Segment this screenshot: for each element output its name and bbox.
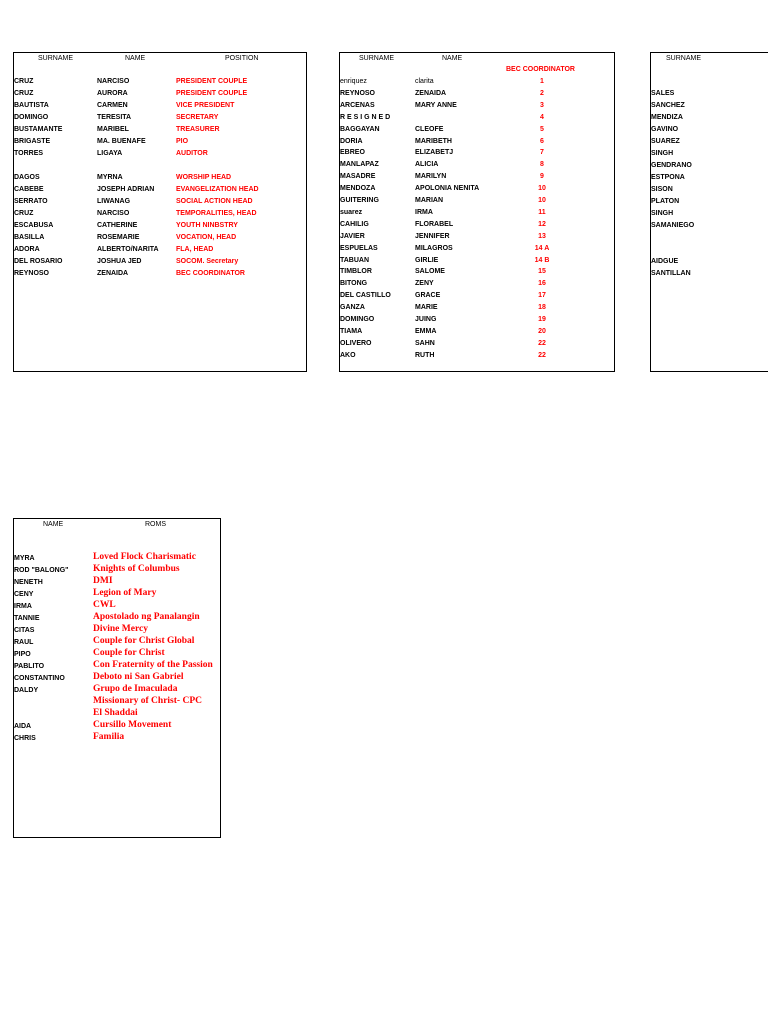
table-row (14, 148, 306, 160)
name-cell: MARY ANNE (415, 101, 457, 109)
surname-cell: SALES (651, 90, 675, 97)
name-cell: CHRIS (14, 735, 36, 742)
number-cell: 17 (538, 292, 546, 300)
name-cell: PABLITO (14, 663, 45, 670)
surname-cell: SERRATO (14, 198, 48, 205)
table-row (651, 232, 768, 244)
bec-coordinator-header: BEC COORDINATOR (506, 66, 575, 73)
surname-cell: AKO (340, 351, 356, 359)
number-cell: 7 (540, 149, 544, 157)
table-row (340, 219, 614, 231)
name-cell: AIDA (14, 723, 32, 730)
number-cell: 12 (538, 220, 546, 228)
table-row (14, 76, 306, 88)
table-row (14, 196, 306, 208)
name-cell: CATHERINE (97, 222, 138, 229)
name-cell: SALOME (415, 268, 445, 276)
name-cell: ELIZABETJ (415, 149, 454, 157)
name-cell: MA. BUENAFE (97, 138, 146, 145)
table-row (651, 268, 768, 280)
number-cell: 5 (540, 125, 544, 133)
rom-cell: Couple for Christ (93, 648, 165, 658)
name-cell: LIGAYA (97, 150, 123, 157)
name-cell: MYRA (14, 555, 35, 562)
surname-cell: EBREO (340, 149, 365, 157)
name-cell: MARIBEL (97, 126, 129, 133)
name-cell: APOLONIA NENITA (415, 185, 480, 193)
name-cell: MARIAN (415, 197, 443, 204)
surname-cell: SINGH (651, 210, 674, 217)
table-row (651, 220, 768, 232)
surname-cell: MENDOZA (340, 185, 376, 193)
table-row (14, 565, 220, 577)
surname-cell: MANLAPAZ (340, 161, 379, 169)
name-header: NAME (442, 55, 463, 62)
surname-cell: BUSTAMANTE (14, 126, 63, 133)
name-header: NAME (43, 521, 64, 528)
surname-cell: GENDRANO (651, 162, 692, 169)
table-row (340, 207, 614, 219)
surname-cell: ESPUELAS (340, 244, 378, 252)
surname-cell: BRIGASTE (14, 138, 51, 145)
name-cell: GIRLIE (415, 256, 439, 264)
surname-cell: SANCHEZ (651, 102, 685, 109)
surname-cell: BITONG (340, 280, 368, 288)
rom-cell: Missionary of Christ- CPC (93, 696, 202, 706)
rom-cell: Legion of Mary (93, 588, 157, 598)
rom-cell: Loved Flock Charismatic (93, 552, 196, 562)
table-row (340, 266, 614, 278)
name-cell: PIPO (14, 651, 31, 658)
surname-cell: BAUTISTA (14, 102, 49, 109)
number-cell: 6 (540, 137, 544, 145)
name-cell: SAHN (415, 339, 435, 347)
position-header: POSITION (225, 55, 259, 62)
table-row (340, 243, 614, 255)
table-row (651, 148, 768, 160)
table-row (340, 171, 614, 183)
surname-cell: SANTILLAN (651, 270, 691, 277)
table-row (14, 256, 306, 268)
number-cell: 10 (538, 197, 546, 204)
officers-table (13, 52, 307, 372)
table-row (340, 159, 614, 171)
name-cell: MARIBETH (415, 137, 452, 145)
table-row (651, 244, 768, 256)
surname-cell: GANZA (340, 304, 365, 312)
surname-cell: R E S I G N E D (340, 113, 391, 121)
table-row (14, 100, 306, 112)
position-cell: PIO (176, 138, 189, 145)
number-cell: 1 (540, 78, 544, 85)
table-row (340, 278, 614, 290)
table-row (340, 290, 614, 302)
name-cell: ZENAIDA (97, 270, 129, 277)
number-cell: 20 (538, 327, 546, 335)
surname-cell: DOMINGO (14, 114, 49, 121)
surname-cell: GUITERING (340, 197, 379, 204)
name-cell: JUING (415, 316, 437, 323)
number-cell: 2 (540, 89, 544, 97)
surname-cell: CRUZ (14, 90, 34, 97)
surname-cell: MENDIZA (651, 114, 683, 121)
position-cell: SOCOM. Secretary (176, 258, 239, 265)
surname-cell: ESTPONA (651, 174, 685, 181)
name-cell: MARILYN (415, 173, 447, 181)
name-cell: IRMA (14, 603, 32, 610)
number-cell: 9 (540, 173, 544, 181)
table-row (651, 88, 768, 100)
name-cell: EMMA (415, 327, 437, 335)
surname-table-partial (650, 52, 768, 372)
table-row (340, 302, 614, 314)
name-header: NAME (125, 55, 146, 62)
position-cell: AUDITOR (176, 150, 208, 157)
table-row (14, 244, 306, 256)
bec-coordinators-table (339, 52, 615, 372)
position-cell: VOCATION, HEAD (176, 234, 237, 241)
table-row (14, 136, 306, 148)
number-cell: 22 (538, 339, 546, 347)
table-row (340, 338, 614, 350)
name-cell: NENETH (14, 579, 43, 586)
table-row (340, 147, 614, 159)
table-row (340, 136, 614, 148)
name-cell: clarita (415, 78, 434, 85)
position-cell: SECRETARY (176, 114, 219, 121)
roms-table (13, 518, 221, 838)
surname-cell: AIDGUE (651, 258, 679, 265)
table-row (14, 220, 306, 232)
table-row (340, 231, 614, 243)
name-cell: IRMA (415, 208, 433, 216)
number-cell: 3 (540, 101, 544, 109)
number-cell: 4 (540, 113, 544, 121)
surname-cell: TIAMA (340, 327, 363, 335)
surname-cell: DORIA (340, 137, 363, 145)
position-cell: PRESIDENT COUPLE (176, 78, 248, 85)
name-cell: GRACE (415, 292, 441, 300)
rom-cell: CWL (93, 600, 116, 610)
rom-cell: Cursillo Movement (93, 720, 172, 730)
table-row (340, 88, 614, 100)
surname-header: SURNAME (38, 55, 74, 62)
rom-cell: Grupo de Imaculada (93, 684, 178, 694)
name-cell: ZENY (415, 280, 434, 288)
table-row (14, 733, 220, 745)
table-row (14, 124, 306, 136)
number-cell: 14 B (534, 256, 550, 264)
table-row (651, 112, 768, 124)
table-row (340, 112, 614, 124)
name-cell: CLEOFE (415, 125, 444, 133)
surname-cell: SAMANIEGO (651, 222, 695, 229)
surname-cell: OLIVERO (340, 339, 372, 347)
table-row (14, 184, 306, 196)
surname-cell: CRUZ (14, 78, 34, 85)
number-cell: 11 (538, 208, 546, 216)
surname-cell: DOMINGO (340, 316, 375, 323)
name-cell: ZENAIDA (415, 89, 447, 97)
table-row (340, 124, 614, 136)
name-cell: CITAS (14, 627, 35, 634)
position-cell: SOCIAL ACTION HEAD (176, 198, 253, 205)
number-cell: 8 (540, 161, 544, 169)
number-cell: 14 A (534, 244, 550, 252)
name-cell: TERESITA (97, 114, 132, 121)
surname-header: SURNAME (666, 55, 702, 62)
roms-header: ROMS (145, 521, 166, 528)
name-cell: DALDY (14, 687, 39, 694)
rom-cell: DMI (93, 576, 113, 586)
surname-cell: CRUZ (14, 210, 34, 217)
table-row (14, 208, 306, 220)
table-row (340, 183, 614, 195)
position-cell: BEC COORDINATOR (176, 270, 245, 277)
name-cell: CARMEN (97, 102, 128, 109)
table-row (340, 195, 614, 207)
table-row (651, 76, 768, 88)
table-row (651, 196, 768, 208)
name-cell: ROSEMARIE (97, 234, 140, 241)
surname-cell: JAVIER (340, 232, 365, 240)
number-cell: 22 (538, 351, 546, 359)
table-row (651, 136, 768, 148)
name-cell: CENY (14, 591, 34, 598)
name-cell: LIWANAG (97, 198, 131, 205)
surname-cell: DAGOS (14, 174, 40, 181)
position-cell: YOUTH NINBSTRY (176, 222, 238, 229)
name-cell: TANNIE (14, 615, 40, 622)
name-cell: JENNIFER (415, 232, 450, 240)
name-cell: RUTH (415, 351, 435, 359)
name-cell: MYRNA (97, 174, 123, 181)
surname-cell: MASADRE (340, 173, 376, 181)
table-row (651, 184, 768, 196)
rom-cell: Apostolado ng Panalangin (93, 612, 200, 622)
position-cell: VICE PRESIDENT (176, 102, 235, 109)
name-cell: CONSTANTINO (14, 675, 65, 682)
table-row (14, 268, 306, 280)
table-row (14, 172, 306, 184)
position-cell: WORSHIP HEAD (176, 174, 232, 181)
table-row (340, 255, 614, 267)
table-row (340, 350, 614, 362)
surname-cell: enriquez (340, 78, 367, 85)
surname-cell: REYNOSO (340, 89, 376, 97)
surname-cell: DEL ROSARIO (14, 258, 63, 265)
surname-cell: TORRES (14, 150, 44, 157)
name-cell: ALICIA (415, 161, 439, 169)
surname-cell: SUAREZ (651, 138, 680, 145)
table-row (14, 112, 306, 124)
surname-cell: suarez (340, 208, 363, 216)
surname-cell: DEL CASTILLO (340, 292, 391, 300)
name-cell: NARCISO (97, 78, 130, 85)
rom-cell: Couple for Christ Global (93, 636, 195, 646)
number-cell: 16 (538, 280, 546, 288)
table-row (651, 256, 768, 268)
table-row (340, 100, 614, 112)
surname-cell: REYNOSO (14, 270, 50, 277)
surname-header: SURNAME (359, 55, 395, 62)
surname-cell: SINGH (651, 150, 674, 157)
name-cell: JOSEPH ADRIAN (97, 186, 155, 193)
table-row (14, 589, 220, 601)
surname-cell: BASILLA (14, 234, 45, 241)
number-cell: 18 (538, 304, 546, 312)
surname-cell: BAGGAYAN (340, 125, 380, 133)
surname-cell: CAHILIG (340, 220, 369, 228)
rom-cell: Deboto ni San Gabriel (93, 672, 184, 682)
number-cell: 13 (538, 232, 546, 240)
table-row (340, 326, 614, 338)
table-row (340, 314, 614, 326)
table-row (651, 124, 768, 136)
table-row (651, 208, 768, 220)
table-row (651, 172, 768, 184)
rom-cell: Familia (93, 732, 125, 742)
surname-cell: ESCABUSA (14, 222, 54, 229)
surname-cell: TIMBLOR (340, 268, 372, 276)
table-row (340, 76, 614, 88)
position-cell: TEMPORALITIES, HEAD (176, 210, 257, 217)
surname-cell: ARCENAS (340, 101, 375, 109)
name-cell: AURORA (97, 90, 128, 97)
name-cell: NARCISO (97, 210, 130, 217)
name-cell: JOSHUA JED (97, 258, 142, 265)
table-row (14, 160, 306, 172)
position-cell: FLA, HEAD (176, 246, 214, 253)
rom-cell: Divine Mercy (93, 624, 148, 634)
number-cell: 19 (538, 316, 546, 323)
name-cell: MILAGROS (415, 244, 453, 252)
table-row (14, 88, 306, 100)
surname-cell: PLATON (651, 198, 680, 205)
surname-cell: TABUAN (340, 256, 370, 264)
position-cell: EVANGELIZATION HEAD (176, 186, 259, 193)
surname-cell: CABEBE (14, 186, 44, 193)
name-cell: ROD "BALONG" (14, 567, 69, 574)
number-cell: 15 (538, 268, 546, 276)
position-cell: TREASURER (176, 126, 220, 133)
surname-cell: SISON (651, 186, 673, 193)
position-cell: PRESIDENT COUPLE (176, 90, 248, 97)
name-cell: FLORABEL (415, 220, 454, 228)
rom-cell: Knights of Columbus (93, 564, 180, 574)
name-cell: ALBERTO/NARITA (97, 246, 159, 253)
table-row (651, 100, 768, 112)
table-row (14, 232, 306, 244)
name-cell: RAUL (14, 639, 34, 646)
number-cell: 10 (538, 185, 546, 193)
surname-cell: GAVINO (651, 126, 679, 133)
rom-cell: Con Fraternity of the Passion (93, 660, 213, 670)
surname-cell: ADORA (14, 246, 40, 253)
table-row (651, 160, 768, 172)
name-cell: MARIE (415, 304, 438, 312)
rom-cell: El Shaddai (93, 708, 138, 718)
